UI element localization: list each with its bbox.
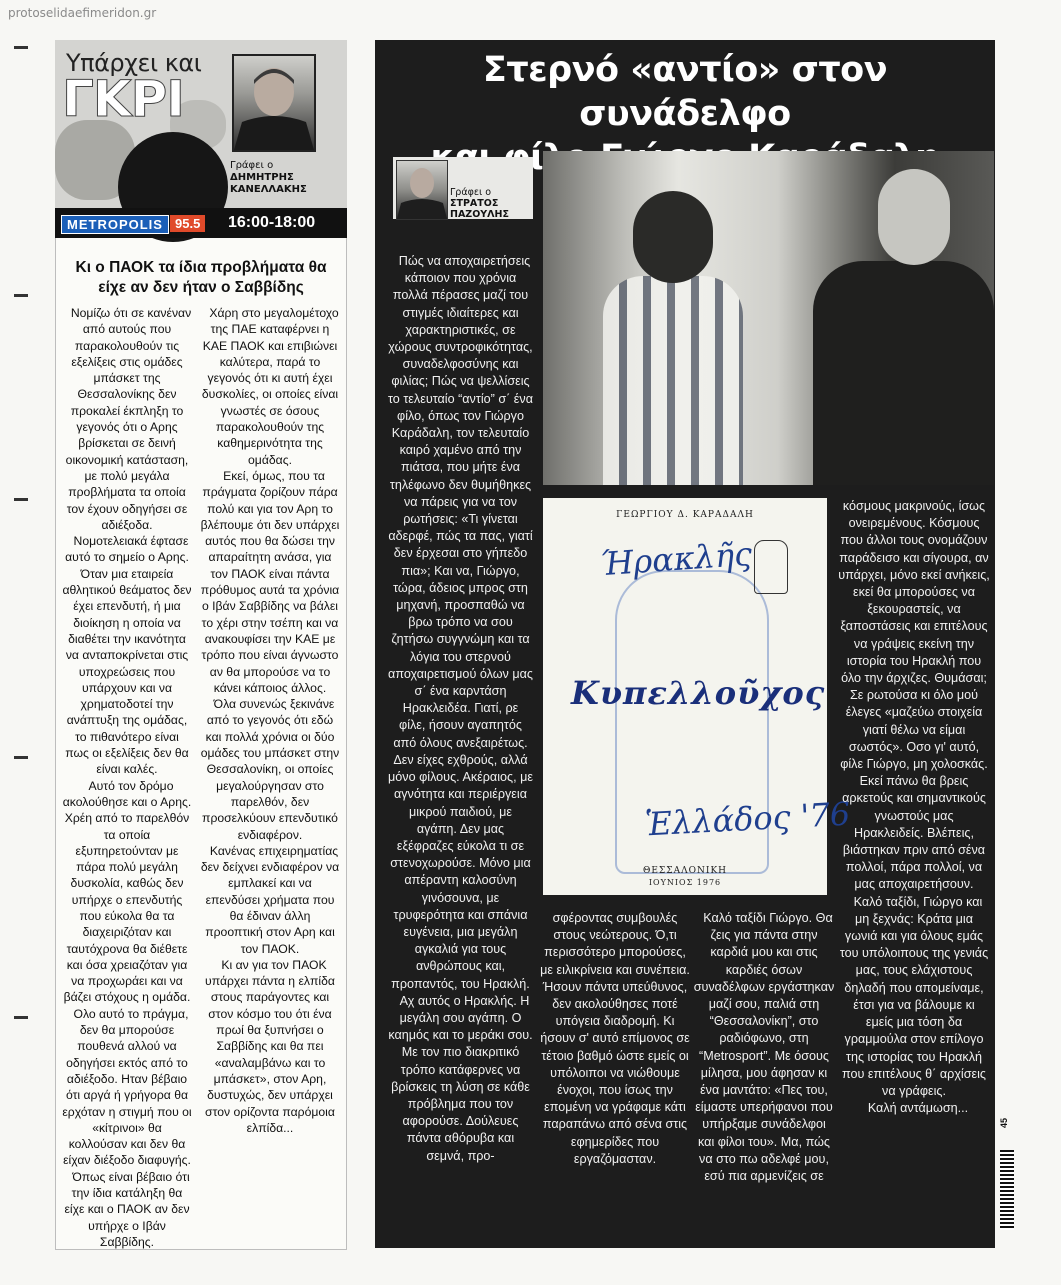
trophy-cup-icon <box>754 540 788 594</box>
paragraph: Καλό ταξίδι, Γιώργο και μη ξεχνάς: Κράτα μια γωνιά και για όλους εμάς του υπόλοιπους της γενιάς μας, τους ελάχιστους δηλαδή που απομείναμε, έτσι για να βάλουμε κι εμείς μια τόση δα γραμμούλα στον επίλογο της ιστορίας του Ηρακλή που επιτέλους θ΄ αρχίσεις να γράφεις. <box>839 894 989 1098</box>
paragraph: Αυτό τον δρόμο ακολούθησε και ο Αρης. Χρέη από το παρελθόν τα οποία εξυπηρετούνταν με πάρα πολύ μεγάλη δυσκολία, καθώς δεν υπήρχε ο επενδυτής που εύκολα θα τα διαχειριζόταν και ταυτόχρονα θα διέθετε και όσα χρειαζόταν για να προχωράει και να βάζει στόχους η ομάδα. <box>62 778 192 1005</box>
author-photo-kanellakis <box>232 54 316 152</box>
obituary-column-1 <box>388 253 533 1165</box>
byline-prefix: Γράφει ο <box>230 160 274 171</box>
obituary-column-2 <box>540 910 690 1168</box>
margin-mark <box>14 498 28 501</box>
left-article-column-2 <box>200 305 340 1136</box>
page-number: 45 <box>999 1117 1010 1129</box>
obituary-column-4 <box>838 498 990 1117</box>
byline-prefix: Γράφει ο <box>450 187 492 198</box>
archive-photo <box>543 151 994 485</box>
column-name-line2: ΓΚΡΙ <box>62 70 184 128</box>
paragraph: κόσμους μακρινούς, ίσως ονειρεμένους. Κόσμους που άλλοι τους ονομάζουν παράδεισο και σίγουρα, αν υπάρχει, μόνο εκεί ανήκεις, εκεί θα μπορούσες να ξεκουραστείς, να ξαποστάσεις και επιτέλους να γράψεις εκείνη την ιστορία του Ηρακλή που όλο την άρχιζες. Θυμάσαι; Σε ρωτούσα κι όλο μού έλεγες «μαζεύω στοιχεία γιατί θέλω να είμαι σωστός». Οσο γι' αυτό, φίλε Γιώργο, μη χολοσκάς. Εκεί πάνω θα βρεις αρκετούς και σημαντικούς γνωστούς μας Ηρακλειδείς. Βλέπεις, βιάστηκαν πριν από σένα πολλοί, πάρα πολλοί, να μας αποχαιρετήσουν. <box>838 499 990 892</box>
paragraph: Χάρη στο μεγαλομέτοχο της ΠΑΕ καταφέρνει η ΚΑΕ ΠΑΟΚ και επιβιώνει καλύτερα, παρά το γεγονός ότι κι αυτή έχει δυσκολίες, οι οποίες είναι γνωστές σε όσους παρακολουθούν της καθημερινότητα της ομάδας. <box>201 306 339 467</box>
margin-mark <box>14 294 28 297</box>
paragraph: Όλα συνενώς ξεκινάνε από το γεγονός ότι εδώ και πολλά χρόνια οι δύο ομάδες του μπάσκετ στην Θεσσαλονίκη, οι οποίες μεγαλούργησαν στο παρελθόν, δεν προσελκύουν επενδυτικό ενδιαφέρον. <box>200 697 340 842</box>
book-date: ΙΟΥΝΙΟΣ 1976 <box>648 878 722 887</box>
author-first-name: ΣΤΡΑΤΟΣ <box>450 198 499 209</box>
photo-striped-shirt <box>603 276 743 485</box>
book-title-line3: Ἑλλάδος '76 <box>644 794 852 844</box>
radio-brand-logo: METROPOLIS <box>61 215 169 234</box>
author-byline-left <box>230 160 307 196</box>
headline-line-1: Στερνό «αντίο» στον συνάδελφο <box>482 50 888 134</box>
book-title-line1: Ήρακλῆς <box>598 534 754 584</box>
photo-person-2 <box>878 169 950 265</box>
barcode <box>1000 1150 1014 1230</box>
paragraph: Εκεί, όμως, που τα πράγματα ζορίζουν πάρα πολύ και για τον Αρη το βλέπουμε ότι δεν υπάρχει αυτός που θα δώσει την απαραίτητη ανάσα, για τον ΠΑΟΚ είναι πάντα πρόθυμος αυτά τα χρόνια ο Ιβάν Σαββίδης να βάλει το χέρι στην τσέπη και να ανακουφίσει την ΚΑΕ με τρόπο που είναι άγνωστο αν θα μπορούσε να το κάνει κάποιος άλλος. <box>200 468 340 695</box>
paragraph: Νομίζω ότι σε κανέναν από αυτούς που παρακολουθούν τις εξελίξεις στις ομάδες μπάσκετ της Θεσσαλονίκης δεν προκαλεί έκπληξη το γεγονός ότι ο Αρης βρίσκεται σε δεινή οικονομική κατάσταση, με πολύ μεγάλα προβλήματα τα οποία τον έχουν οδηγήσει σε αδιέξοδα. <box>65 306 192 532</box>
author-last-name: ΚΑΝΕΛΛΑΚΗΣ <box>230 184 307 195</box>
left-article-column-1 <box>62 305 192 1250</box>
book-title-line2: Κυπελλοῦχος <box>571 674 826 712</box>
photo-person-1 <box>633 191 713 283</box>
margin-mark <box>14 1016 28 1019</box>
paragraph: Αχ αυτός ο Ηρακλής. Η μεγάλη σου αγάπη. Ο καημός και το μεράκι σου. Με τον πιο διακριτικό τρόπο κατάφερνες να βρίσκεις τη λύση σε κάθε πρόβλημα που τον αφορούσε. Δούλευες πάντα αθόρυβα και σεμνά, προ- <box>388 993 533 1163</box>
paragraph: Όπως είναι βέβαιο ότι την ίδια κατάληξη θα είχε και ο ΠΑΟΚ αν δεν υπήρχε ο Ιβάν Σαββίδης. <box>64 1169 190 1249</box>
paragraph: Πώς να αποχαιρετήσεις κάποιον που χρόνια πολλά πέρασες μαζί του στιγμές ιδιαίτερες και χαρακτηριστικές, σε χώρους συντροφικότητας, συναδελφοσύνης και φιλίας; Πώς να ψελλίσεις το τελευταίο “αντίο” σ΄ ένα φίλο, όπως τον Γιώργο Καράδαλη, τον τελευταίο καιρό χαμένο από την πιάτσα, που μήτε ένα τηλέφωνο δεν θυμήθηκες να πάρεις για να τον ρωτήσεις: «Τι γίνεται αδερφέ, πώς τα πας, γιατί δεν έρχεσαι στο γήπεδο πια»; Και να, Γιώργο, τώρα, άδειος μπρος στη μηχανή, προσπαθώ να βρω τρόπο να σου ζητήσω συγγνώμη και τα λόγια του στερνού αποχαιρετισμού όλων μας σ΄ ένα καρντάση Ηρακλειδέα. Γιατί, ρε φίλε, ήσουν αγαπητός από όλους ανεξαιρέτως. Δεν είχες εχθρούς, αλλά μόνο φίλους. Ακέραιος, με αγνότητα και περιέργεια μικρού παιδιού, με αγάπη. Δεν μας εξέφραζες εύκολα τι σε στενοχωρούσε. Μόνο μια απέραντη καλοσύνη γινόσουνα, με τρυφερότητα και σπάνια ευγένεια, μια μεγάλη αγκαλιά για τους ανθρώπους και, προπαντός, του Ηρακλή. <box>388 254 533 991</box>
left-article-headline: Κι ο ΠΑΟΚ τα ίδια προβλήματα θα είχε αν δεν ήταν ο Σαββίδης <box>75 259 327 296</box>
photo-person-2-body <box>813 261 994 485</box>
radio-time-slot: 16:00-18:00 <box>228 214 316 231</box>
author-byline-right <box>450 187 509 220</box>
margin-mark <box>14 756 28 759</box>
paragraph: Κι αν για τον ΠΑΟΚ υπάρχει πάντα η ελπίδα στους παράγοντες και στον κόσμο του ότι ένα πρωί θα ξυπνήσει ο Σαββίδης και θα πει «αναλαμβάνω και το μπάσκετ», στον Αρη, δυστυχώς, δεν υπάρχει στον ορίζοντα παρόμοια ελπίδα... <box>205 957 335 1135</box>
site-watermark: protoselidaefimeridon.gr <box>8 6 157 20</box>
paragraph: Νομοτελειακά έφτασε αυτό το σημείο ο Αρης. Όταν μια εταιρεία αθλητικού θεάματος δεν έχει επενδυτή, ή μια διοίκηση η οποία να διαθέτει την ικανότητα να ανταποκρίνεται στις υποχρεώσεις που υπάρχουν και να χρηματοδοτεί την ανάπτυξη της ομάδας, το πιθανότερο είναι πως οι εξελίξεις δεν θα είναι καλές. <box>62 534 192 777</box>
paragraph: Καλό ταξίδι Γιώργο. Θα ζεις για πάντα στην καρδιά μου και στις καρδιές όσων συναδέλφων εργάστηκαν μαζί σου, παλιά στη “Θεσσαλονίκη”, στο ραδιόφωνο, στη “Metrosport”. Με όσους μίλησα, μου άφησαν κι ένα μαντάτο: «Πες του, είμαστε υπερήφανοι που υπήρξαμε συνάδελφοι και φίλοι του». Μα, πώς να στο πω αδελφέ μου, εσύ πια αρμενίζεις σε <box>693 911 835 1184</box>
book-city: ΘΕΣΣΑΛΟΝΙΚΗ <box>642 866 728 876</box>
column-name-line1: Υπάρχει και <box>66 49 202 77</box>
author-first-name: ΔΗΜΗΤΡΗΣ <box>230 172 294 183</box>
paragraph: Κανένας επιχειρηματίας δεν δείχνει ενδιαφέρον να εμπλακεί και να επενδύσει χρήματα που θα έδιναν άλλη προοπτική στον Αρη και τον ΠΑΟΚ. <box>200 843 340 956</box>
paragraph: Καλή αντάμωση... <box>867 1101 969 1116</box>
obituary-column-3 <box>693 910 835 1185</box>
book-author: ΓΕΩΡΓΙΟΥ Δ. ΚΑΡΑΔΑΛΗ <box>616 510 754 520</box>
margin-mark <box>14 46 28 49</box>
radio-frequency: 95.5 <box>170 215 205 232</box>
paragraph: Ολο αυτό το πράγμα, δεν θα μπορούσε πουθενά αλλού να οδηγήσει εκτός από το αδιέξοδο. Ηταν βέβαιο ότι αργά ή γρήγορα θα ερχόταν η στιγμή που οι «κίτρινοι» θα κολλούσαν και δεν θα είχαν διέξοδο διαφυγής. <box>62 1006 192 1168</box>
paragraph: σφέροντας συμβουλές στους νεώτερους. Ό,τι περισσότερο μπορούσες, με ειλικρίνεια και συνέπεια. Ήσουν πάντα υπεύθυνος, δεν ακολούθησες ποτέ υπόγεια διαδρομή. Κι ήσουν σ' αυτό επίμονος σε τέτοιο βαθμό ώστε εμείς οι υπόλοιποι να νιώθουμε ένοχοι, που ίσως την επομένη να γράφαμε κάτι παραπάνω από σένα στις εφημερίδες που εργαζόμασταν. <box>540 911 690 1166</box>
author-last-name: ΠΑΖΟΥΛΗΣ <box>450 209 509 220</box>
author-photo-pazoulis <box>396 160 448 220</box>
